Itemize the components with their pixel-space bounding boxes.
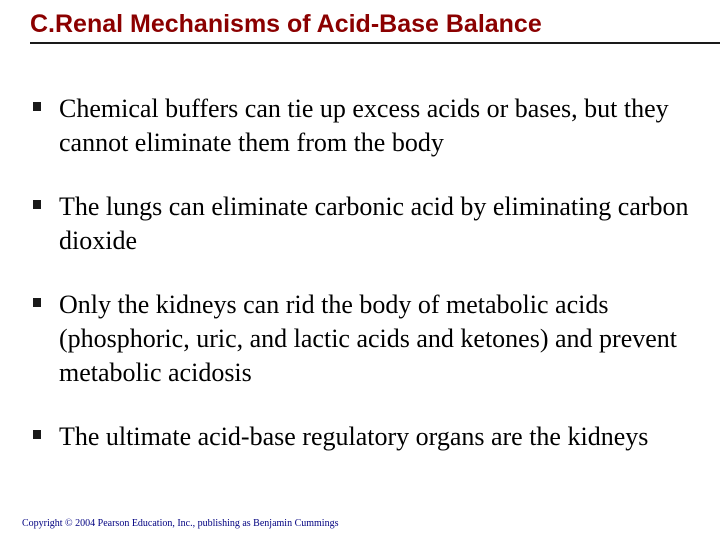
bullet-item	[33, 420, 713, 454]
bullet-item	[33, 288, 713, 390]
bullet-text: The ultimate acid-base regulatory organs are the kidneys	[59, 422, 649, 451]
title-underline	[30, 42, 720, 44]
square-bullet-icon	[33, 298, 41, 307]
bullet-list	[33, 92, 713, 484]
square-bullet-icon	[33, 102, 41, 111]
bullet-text: Only the kidneys can rid the body of metabolic acids (phosphoric, uric, and lactic acids and ketones) and prevent metabolic acidosis	[59, 290, 677, 387]
copyright-footer: Copyright © 2004 Pearson Education, Inc., publishing as Benjamin Cummings	[22, 518, 339, 529]
bullet-text: The lungs can eliminate carbonic acid by eliminating carbon dioxide	[59, 192, 689, 255]
bullet-text: Chemical buffers can tie up excess acids or bases, but they cannot eliminate them from the body	[59, 94, 669, 157]
bullet-item	[33, 190, 713, 258]
bullet-item	[33, 92, 713, 160]
slide-title: C.Renal Mechanisms of Acid-Base Balance	[30, 10, 542, 38]
square-bullet-icon	[33, 430, 41, 439]
square-bullet-icon	[33, 200, 41, 209]
